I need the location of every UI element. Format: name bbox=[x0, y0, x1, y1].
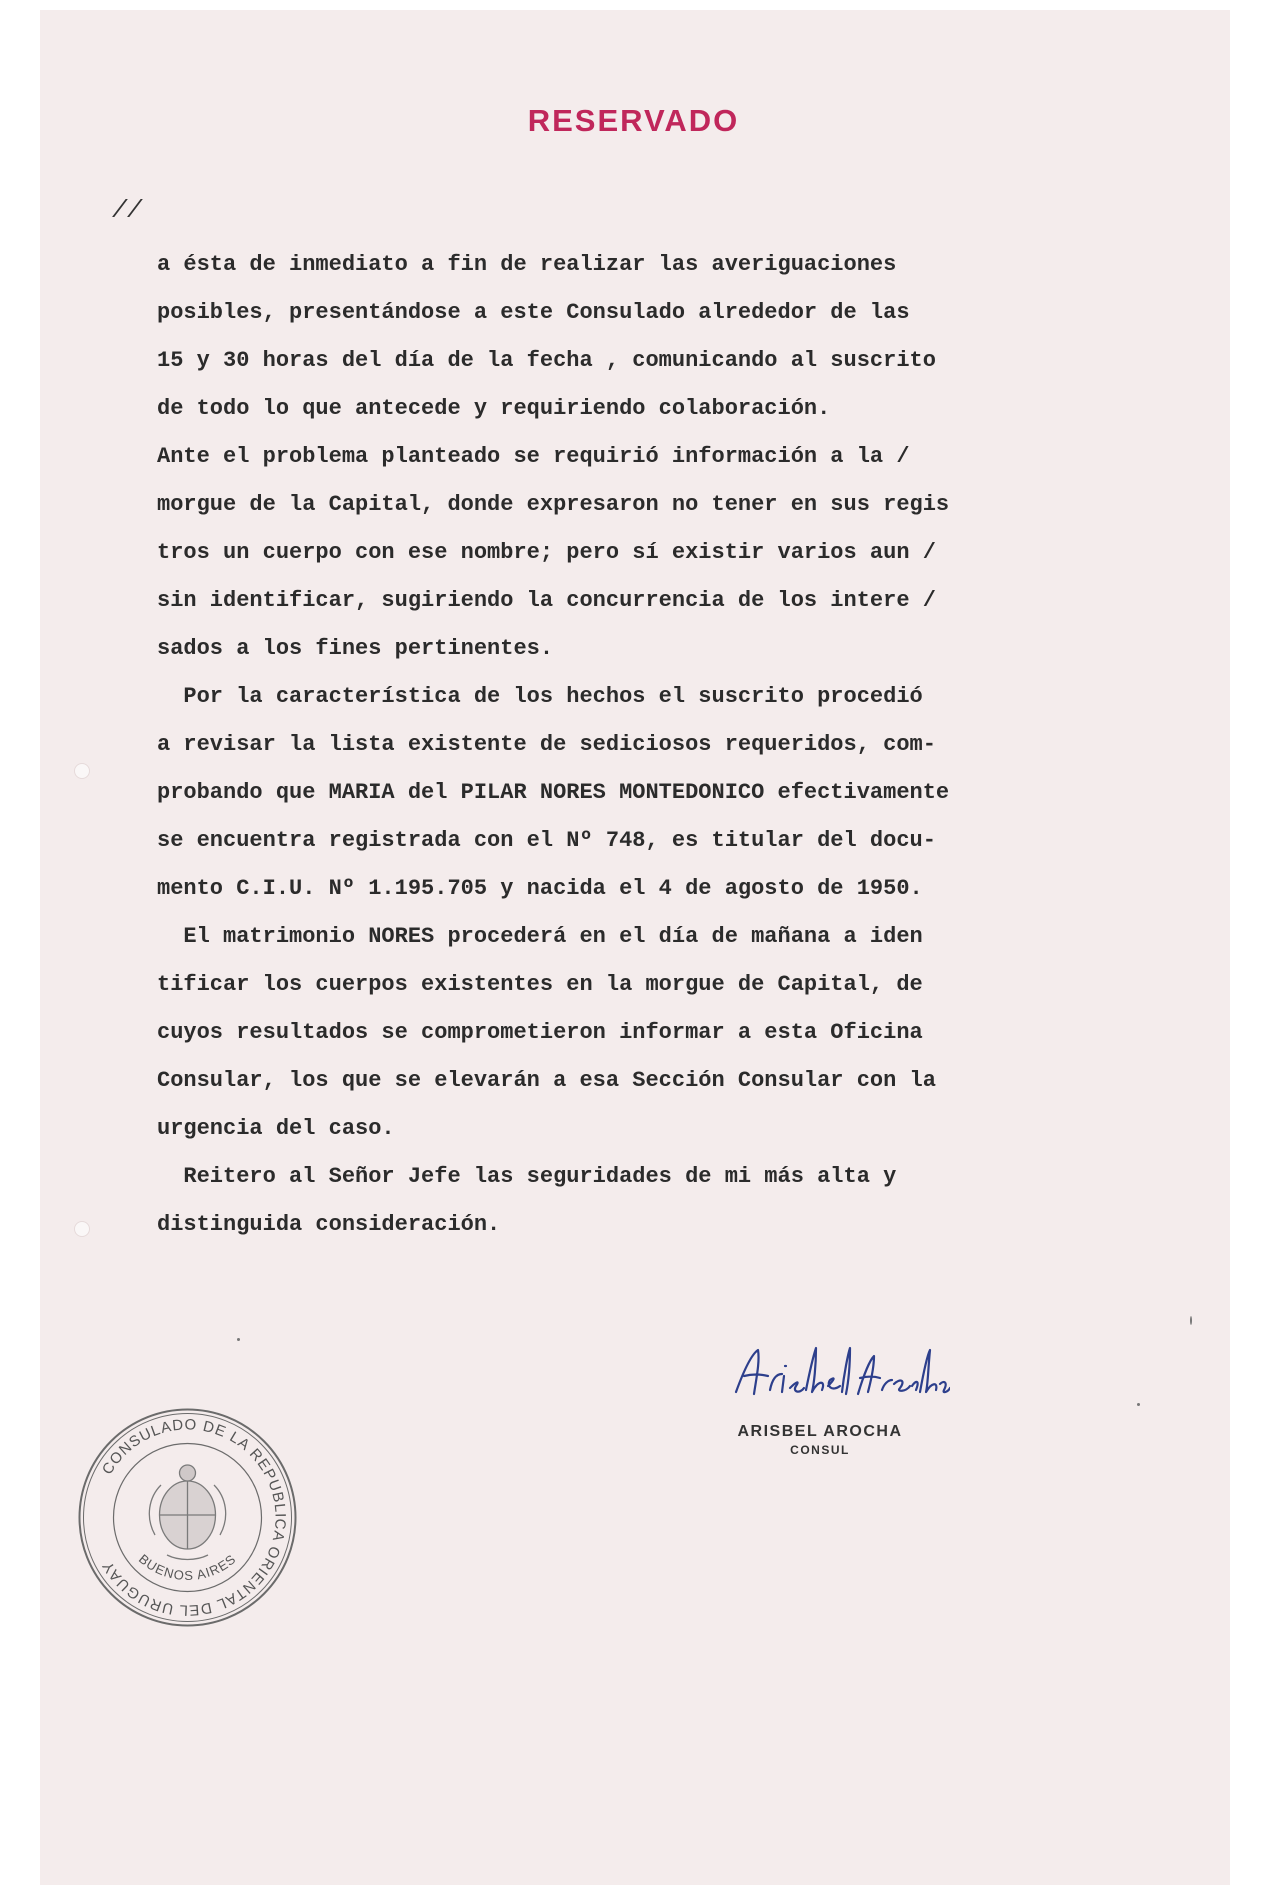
letter-line: mento C.I.U. Nº 1.195.705 y nacida el 4 de agosto de 1950. bbox=[157, 876, 923, 901]
letter-line: Consular, los que se elevarán a esa Sección Consular con la bbox=[157, 1068, 936, 1093]
letter-line: Ante el problema planteado se requirió información a la / bbox=[157, 444, 910, 469]
letter-line: urgencia del caso. bbox=[157, 1116, 395, 1141]
letter-line: cuyos resultados se comprometieron informar a esta Oficina bbox=[157, 1020, 923, 1045]
paper-speck bbox=[237, 1338, 240, 1341]
letter-line: sados a los fines pertinentes. bbox=[157, 636, 554, 661]
svg-text:BUENOS AIRES bbox=[136, 1551, 239, 1583]
signer-name: ARISBEL AROCHA bbox=[737, 1423, 903, 1440]
letter-line: 15 y 30 horas del día de la fecha , comunicando al suscrito bbox=[157, 348, 936, 373]
letter-line: distinguida consideración. bbox=[157, 1212, 501, 1237]
letter-line: Reitero al Señor Jefe las seguridades de mi más alta y bbox=[157, 1164, 897, 1189]
consulate-seal bbox=[75, 1405, 300, 1630]
letter-line: sin identificar, sugiriendo la concurrencia de los intere / bbox=[157, 588, 936, 613]
letter-body bbox=[157, 241, 1057, 1249]
letter-line: tros un cuerpo con ese nombre; pero sí existir varios aun / bbox=[157, 540, 936, 565]
letter-line: El matrimonio NORES procederá en el día de mañana a iden bbox=[157, 924, 923, 949]
paper-speck bbox=[1137, 1403, 1140, 1406]
seal-ring-text: CONSULADO DE LA REPUBLICA ORIENTAL DEL URUGUAY bbox=[98, 1416, 289, 1619]
letter-line: tificar los cuerpos existentes en la morgue de Capital, de bbox=[157, 972, 923, 997]
reservado-stamp: RESERVADO bbox=[527, 103, 740, 138]
coat-of-arms-icon bbox=[149, 1465, 225, 1560]
continuation-mark: // bbox=[112, 196, 143, 225]
letter-line: posibles, presentándose a este Consulado alrededor de las bbox=[157, 300, 910, 325]
letter-line: morgue de la Capital, donde expresaron no tener en sus regis bbox=[157, 492, 950, 517]
letter-line: se encuentra registrada con el Nº 748, es titular del docu- bbox=[157, 828, 936, 853]
letter-line: de todo lo que antecede y requiriendo colaboración. bbox=[157, 396, 831, 421]
paper-speck bbox=[1190, 1316, 1192, 1325]
signer-title: CONSUL bbox=[790, 1443, 850, 1457]
handwritten-signature bbox=[730, 1340, 950, 1410]
letter-line: Por la característica de los hechos el suscrito procedió bbox=[157, 684, 923, 709]
letter-line: a ésta de inmediato a fin de realizar las averiguaciones bbox=[157, 252, 897, 277]
punch-hole-bottom bbox=[74, 1221, 90, 1237]
punch-hole-top bbox=[74, 763, 90, 779]
seal-bottom-text: BUENOS AIRES bbox=[135, 1551, 240, 1584]
letter-line: probando que MARIA del PILAR NORES MONTEDONICO efectivamente bbox=[157, 780, 950, 805]
letter-line: a revisar la lista existente de sediciosos requeridos, com- bbox=[157, 732, 936, 757]
